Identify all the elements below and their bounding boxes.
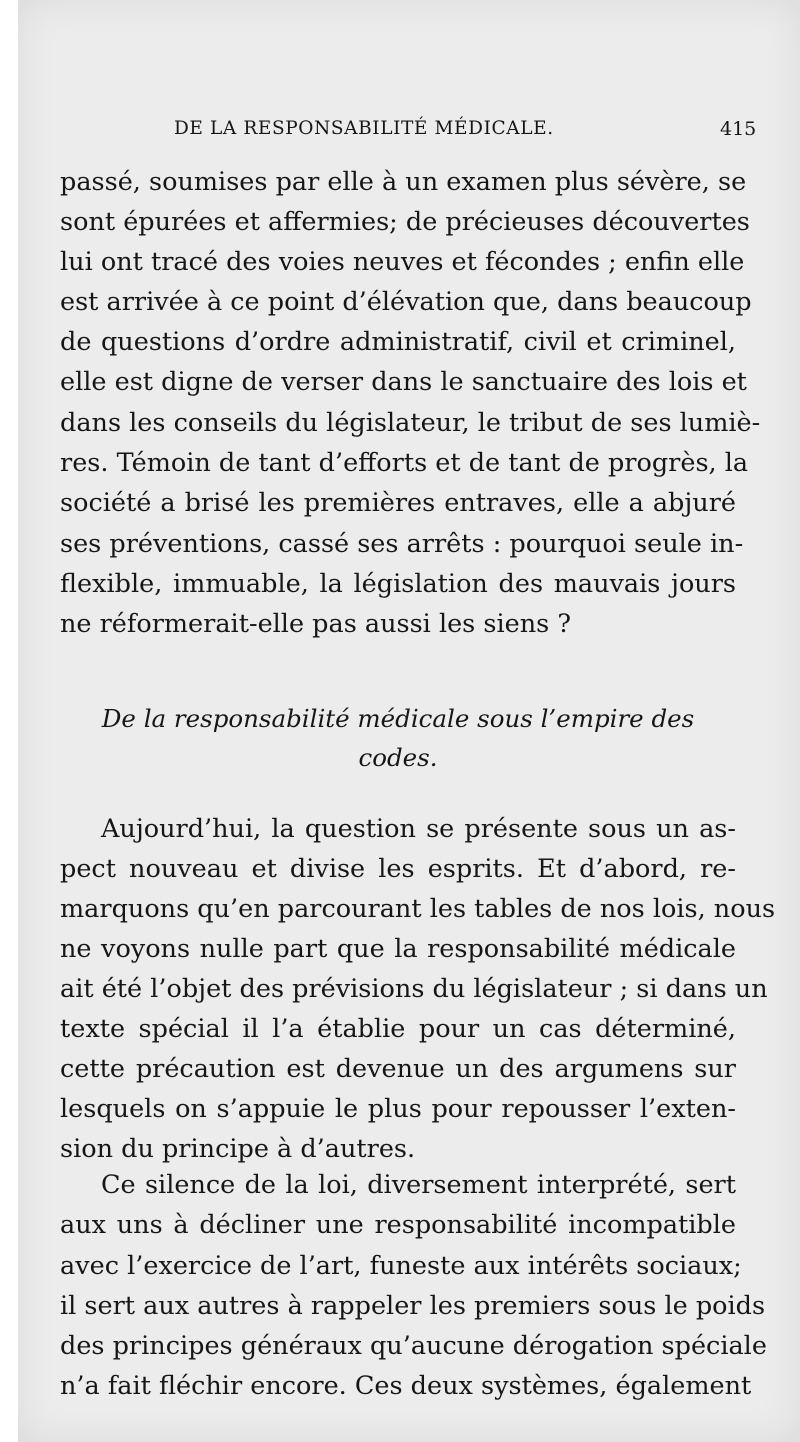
text-line: dans les conseils du législateur, le tribut de ses lumiè- [60, 408, 761, 438]
text-line: ait été l’objet des prévisions du législateur ; si dans un [60, 974, 768, 1004]
text-line: sont épurées et affermies; de précieuses découvertes [60, 207, 750, 237]
section-heading: codes. [358, 743, 438, 772]
text-line: société a brisé les premières entraves, elle a abjuré [60, 488, 736, 518]
text-line: Aujourd’hui, la question se présente sous un as- [101, 814, 736, 844]
text-line: ne réformerait-elle pas aussi les siens ? [60, 609, 571, 639]
text-line: ses préventions, cassé ses arrêts : pourquoi seule in- [60, 529, 744, 559]
text-line: lui ont tracé des voies neuves et fécondes ; enfin elle [60, 247, 745, 277]
text-line: texte spécial il l’a établie pour un cas déterminé, [60, 1014, 736, 1044]
text-line: avec l’exercice de l’art, funeste aux intérêts sociaux; [60, 1251, 742, 1281]
text-line: elle est digne de verser dans le sanctuaire des lois et [60, 367, 747, 397]
text-line: sion du principe à d’autres. [60, 1134, 416, 1164]
text-line: marquons qu’en parcourant les tables de nos lois, nous [60, 894, 776, 924]
section-heading: De la responsabilité médicale sous l’empire des [101, 704, 695, 733]
text-line: n’a fait fléchir encore. Ces deux systèmes, également [60, 1371, 752, 1401]
text-line: aux uns à décliner une responsabilité incompatible [60, 1210, 736, 1240]
page-number: 415 [720, 118, 757, 140]
text-line: flexible, immuable, la législation des mauvais jours [60, 569, 736, 599]
text-line: des principes généraux qu’aucune dérogation spéciale [60, 1331, 767, 1361]
text-line: res. Témoin de tant d’efforts et de tant de progrès, la [60, 448, 749, 478]
text-line: Ce silence de la loi, diversement interprété, sert [101, 1170, 736, 1200]
text-line: lesquels on s’appuie le plus pour repousser l’exten- [60, 1094, 736, 1124]
scan-margin [0, 0, 18, 1442]
text-line: est arrivée à ce point d’élévation que, dans beaucoup [60, 287, 752, 317]
running-head: DE LA RESPONSABILITÉ MÉDICALE. [174, 118, 554, 139]
text-line: cette précaution est devenue un des argumens sur [60, 1054, 736, 1084]
text-line: ne voyons nulle part que la responsabilité médicale [60, 934, 736, 964]
text-line: il sert aux autres à rappeler les premiers sous le poids [60, 1291, 766, 1321]
text-line: passé, soumises par elle à un examen plus sévère, se [60, 167, 747, 197]
text-line: pect nouveau et divise les esprits. Et d’abord, re- [60, 854, 736, 884]
text-line: de questions d’ordre administratif, civil et criminel, [60, 327, 736, 357]
